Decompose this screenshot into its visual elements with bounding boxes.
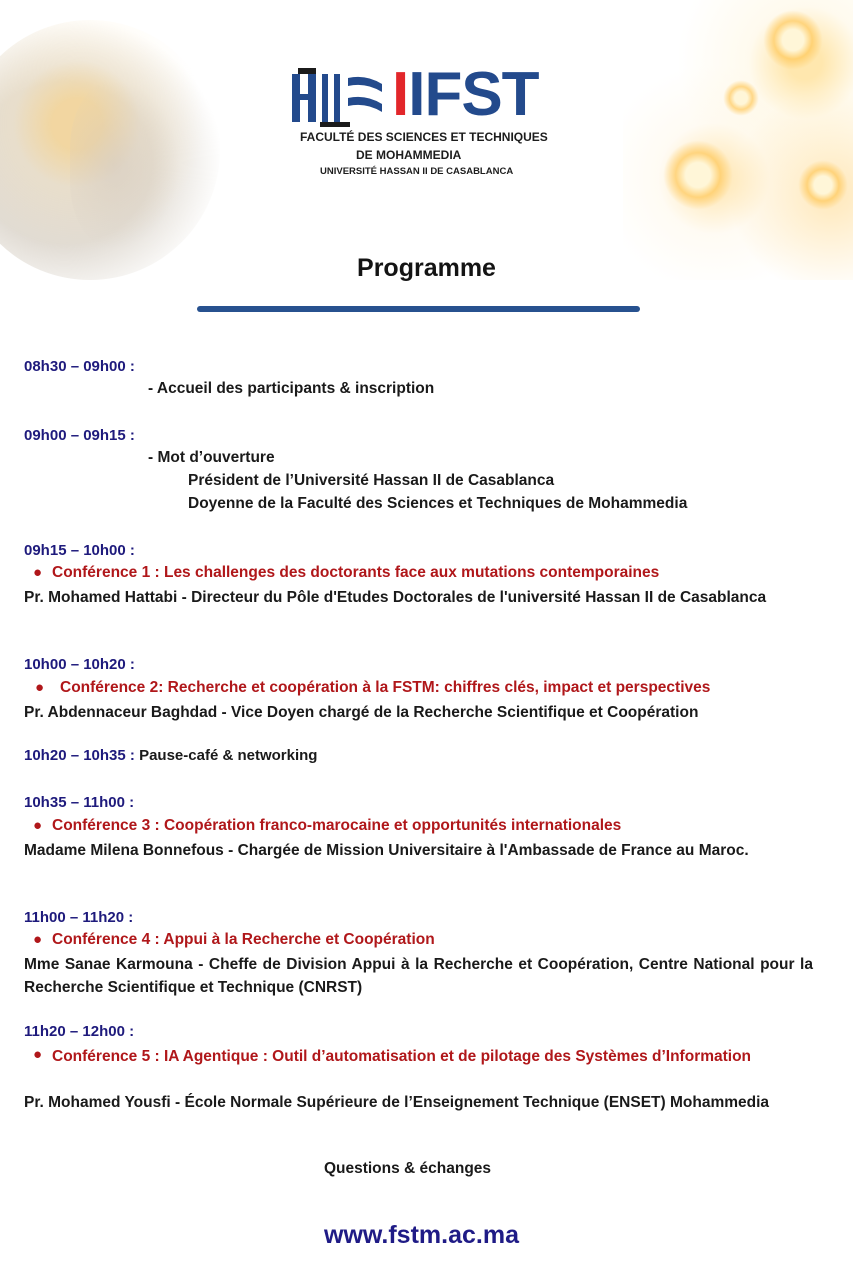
conference-title: Conférence 2: Recherche et coopération à la FSTM: chiffres clés, impact et perspectives xyxy=(60,679,711,696)
bullet-icon: ● xyxy=(33,817,43,834)
speaker: Pr. Abdennaceur Baghdad - Vice Doyen chargé de la Recherche Scientifique et Coopération xyxy=(24,704,699,721)
session-time: 11h00 – 11h20 : xyxy=(24,909,134,926)
bullet-icon: ● xyxy=(33,1046,43,1063)
session-time: 10h35 – 11h00 : xyxy=(24,794,135,811)
conference-title: Conférence 5 : IA Agentique : Outil d’automatisation et de pilotage des Systèmes d’Information xyxy=(52,1048,752,1065)
title-underline xyxy=(197,306,640,312)
glowing-network-illustration xyxy=(623,0,853,280)
session-item: - Accueil des participants & inscription xyxy=(148,380,435,397)
bullet-icon: ● xyxy=(33,931,43,948)
speaker: Mme Sanae Karmouna - Cheffe de Division Appui à la Recherche et Coopération, Centre National pour la Recherche Scientifique et Technique (CNRST) xyxy=(24,956,813,996)
conference-title: Conférence 3 : Coopération franco-marocaine et opportunités internationales xyxy=(52,817,622,834)
fstm-logo xyxy=(292,60,548,178)
logo-city-line: DE MOHAMMEDIA xyxy=(356,148,462,162)
session-time: 11h20 – 12h00 : xyxy=(24,1023,135,1040)
page-title: Programme xyxy=(357,254,496,282)
session-subitem: Président de l’Université Hassan II de Casablanca xyxy=(188,472,555,489)
session-time: 08h30 – 09h00 : xyxy=(24,358,135,375)
website-link[interactable]: www.fstm.ac.ma xyxy=(324,1221,519,1249)
speaker: Pr. Mohamed Hattabi - Directeur du Pôle d'Etudes Doctorales de l'université Hassan II de Casablanca xyxy=(24,589,767,606)
logo-university-line: UNIVERSITÉ HASSAN II DE CASABLANCA xyxy=(320,166,514,177)
session-subitem: Doyenne de la Faculté des Sciences et Techniques de Mohammedia xyxy=(188,495,688,512)
conference-title: Conférence 1 : Les challenges des doctorants face aux mutations contemporaines xyxy=(52,564,660,581)
speaker: Pr. Mohamed Yousfi - École Normale Supérieure de l’Enseignement Technique (ENSET) Mohammedia xyxy=(24,1094,770,1111)
speaker: Madame Milena Bonnefous - Chargée de Mission Universitaire à l'Ambassade de France au Maroc. xyxy=(24,842,749,859)
logo-wordmark: IIFST xyxy=(392,60,539,129)
bullet-icon: ● xyxy=(33,564,43,581)
session-item: Pause-café & networking xyxy=(139,747,318,764)
session-time: 10h00 – 10h20 : xyxy=(24,656,135,673)
logo-faculty-line: FACULTÉ DES SCIENCES ET TECHNIQUES xyxy=(300,130,548,144)
uh2-emblem-icon xyxy=(292,68,392,128)
bullet-icon: ● xyxy=(35,679,45,696)
closing-questions: Questions & échanges xyxy=(323,1160,492,1177)
brain-head-illustration xyxy=(0,20,220,280)
session-time-break: 10h20 – 10h35 : Pause-café & networking xyxy=(24,747,318,764)
session-item: - Mot d’ouverture xyxy=(148,449,275,466)
session-time: 09h15 – 10h00 : xyxy=(24,542,135,559)
session-time: 09h00 – 09h15 : xyxy=(24,427,135,444)
conference-title: Conférence 4 : Appui à la Recherche et Coopération xyxy=(52,931,435,948)
